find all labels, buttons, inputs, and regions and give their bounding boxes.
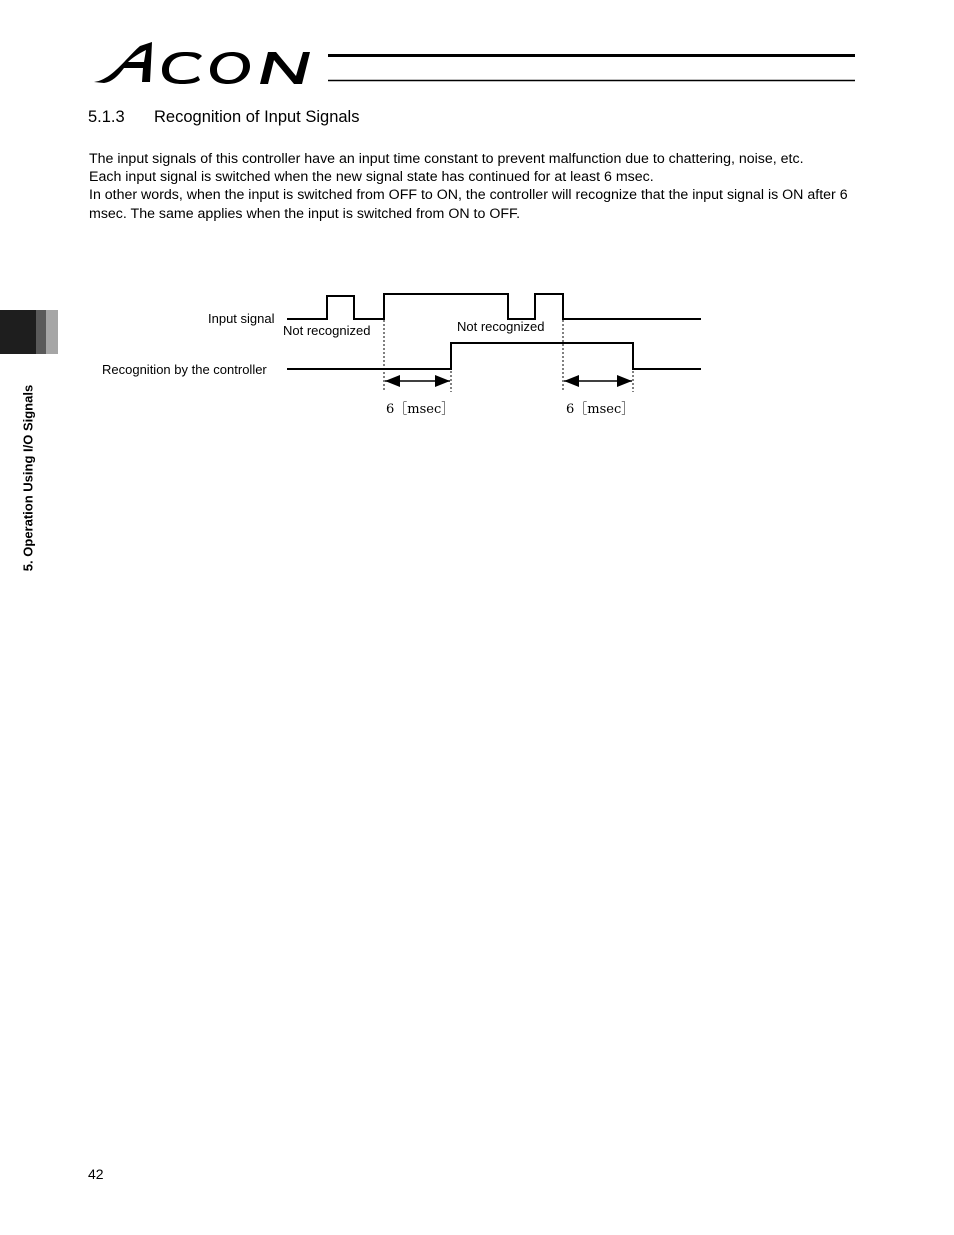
page-number: 42 — [88, 1166, 104, 1182]
chapter-tab-marker — [0, 310, 58, 354]
section-heading — [88, 108, 359, 127]
delay-label: 6［msec］ — [386, 402, 455, 417]
not-recognized-label: Not recognized — [283, 323, 371, 338]
acon-logo — [92, 40, 332, 86]
chapter-side-label: 5. Operation Using I/O Signals — [20, 384, 36, 572]
paragraph: In other words, when the input is switched from OFF to ON, the controller will recognize that the input signal is ON after 6 msec. The same applies when the input is switched from ON to OFF. — [89, 187, 848, 222]
recognition-label: Recognition by the controller — [102, 362, 267, 377]
section-title: Recognition of Input Signals — [154, 108, 360, 126]
header-rule — [328, 54, 855, 82]
input-signal-label: Input signal — [208, 311, 275, 326]
recognition-waveform — [287, 343, 701, 369]
body-text — [89, 150, 879, 223]
paragraph: Each input signal is switched when the new signal state has continued for at least 6 msec. — [89, 169, 654, 186]
section-number: 5.1.3 — [88, 108, 125, 126]
input-signal-waveform — [287, 294, 701, 319]
paragraph: The input signals of this controller have an input time constant to prevent malfunction due to chattering, noise, etc. — [89, 151, 804, 167]
delay-label: 6［msec］ — [566, 402, 635, 417]
not-recognized-label: Not recognized — [457, 319, 545, 334]
